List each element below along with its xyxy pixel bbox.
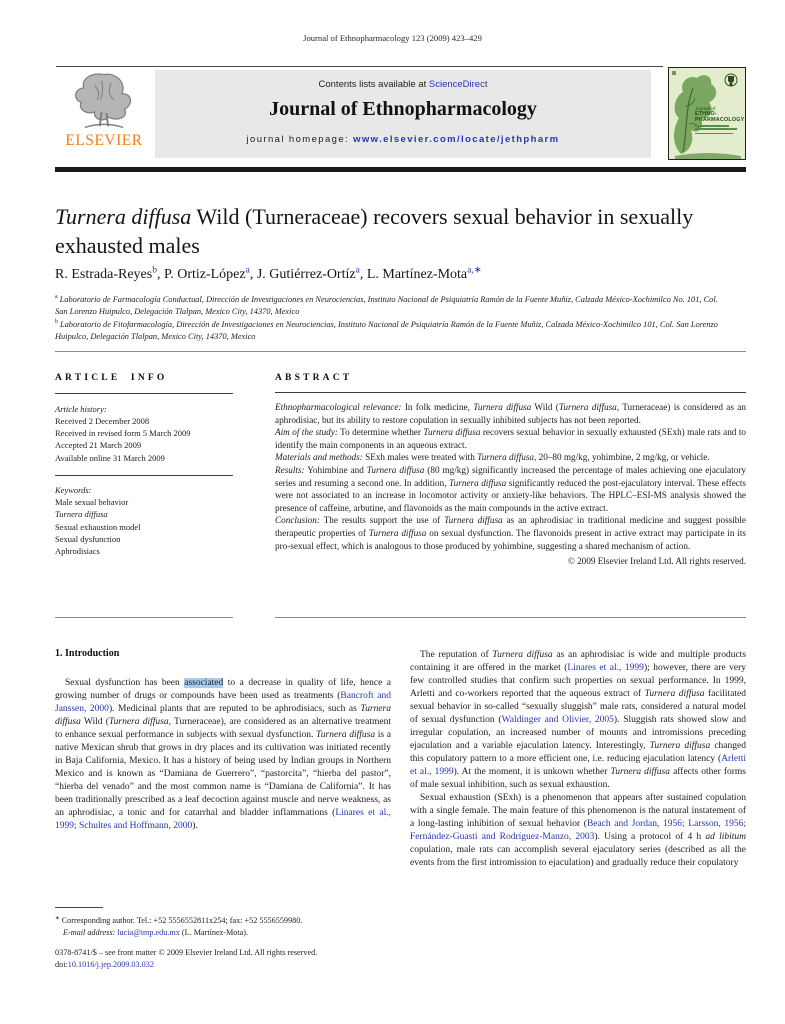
text-segment: Contents lists available at: [318, 79, 429, 90]
history-item: Received 2 December 2008: [55, 415, 150, 426]
text-segment: to a decrease in quality of life, hence a growing number of drugs or compounds have been used as treatments (: [55, 678, 391, 701]
corresponding-author-note: [55, 915, 395, 927]
italic-text: Turnera diffusa: [449, 477, 507, 488]
abstract-column-bottom-rule: [275, 617, 746, 618]
article-title: [55, 203, 700, 260]
affiliation-a: [55, 294, 720, 319]
cover-line-pharmacology: PHARMACOLOGY: [695, 117, 745, 124]
italic-text: Turnera diffusa: [55, 509, 108, 520]
link[interactable]: Waldinger and Olivier, 2005: [501, 715, 614, 725]
article-info-column: [55, 372, 233, 557]
text-segment: , 20–80 mg/kg, yohimbine, 2 mg/kg, or vehicle.: [534, 452, 710, 463]
text-segment: ). At the moment, it is unkown whether: [453, 767, 611, 777]
text-segment: , P. Ortiz-López: [156, 267, 246, 282]
text-segment: affects other forms of male sexual inhibition, such as sexual exhaustion.: [410, 767, 747, 790]
body-paragraph: [410, 649, 746, 792]
text-segment: Yohimbine and: [304, 464, 367, 475]
text-segment: Aphrodisiacs: [55, 546, 100, 557]
cover-decorative-bar: [695, 128, 737, 129]
text-segment: , J. Gutiérrez-Ortíz: [249, 267, 356, 282]
text-segment: SExh males were treated with: [362, 452, 478, 463]
text-segment: recovers sexual behavior in sexually exhausted (SExh) male rats and to identify the main components in an aqueous extract.: [275, 427, 746, 450]
italic-text: Turnera diffusa: [55, 204, 192, 229]
text-segment: , Turneraceae), are considered as an alternative treatment to enhance sexual performance in subjects with sexual dysfunction.: [55, 717, 391, 740]
text-segment: facilitated sexual behavior in so-called “sexually sluggish” male rats, considered a natural model of sexual dysfunction (: [410, 689, 746, 725]
text-segment: Wild (: [80, 717, 109, 727]
abstract-body: [275, 401, 746, 568]
superscript: ∗: [55, 915, 60, 922]
text-segment: on sexual dysfunction. The flavonoids present in active extract may participate in its pro-sexual effect, which is analogous to those produced by yohimbine, suggesting a shared mechanism of action.: [275, 527, 746, 551]
elsevier-tree-icon: [67, 71, 141, 131]
text-segment: ). Sluggish rats showed slow and irregular copulation, an increased number of mounts and intromissions preceding ejaculation and a variable ejaculation latency. Interestingly,: [410, 715, 747, 751]
text-segment: ). Using a protocol of 4 h: [594, 832, 706, 842]
text-segment: , Turneraceae) is considered as an aphrodisiac, but its ability to restore copulation in sexually inhibited subjects has not been reported.: [275, 402, 746, 425]
masthead-black-bar: [55, 167, 746, 172]
text-segment: copulation, male rats can accomplish several ejaculatory series (described as all the events from the first intromission to ejaculation) and gradually reduce their copulatory: [410, 845, 746, 868]
text-segment: is a native Mexican shrub that grows in dry places and its cultivation was initiated recently in Baja California, Mexico. It has a history of being used by Indian groups in Northern Mexico and is known as “Damiana de Guerrero”, “pastorcita”, “hierba del pastor”, “hierba del venado” and the most common name is “Damiana de California”. It has been traditionally prescribed as a leaf decoction against muscle and nerve weakness, as an aphrodisiac, a tonic and for catarrhal and bladder inflammations (: [55, 730, 391, 818]
italic-text: Results:: [275, 464, 305, 475]
text-segment: significantly reduced the post-ejaculatory interval. These effects were not associated to an increase in locomotor activity or anxiety-like behaviors. The HPLC–ESI-MS analysis showed the presence of caffeine, arbutine, and flavonoids as the main compounds in the active extract.: [275, 477, 746, 513]
cover-decorative-bar: [695, 125, 729, 126]
article-history: [55, 403, 233, 464]
link[interactable]: Bancroft and Janssen, 2000: [55, 691, 391, 714]
journal-cover-thumbnail[interactable]: [668, 67, 746, 160]
text-segment: (80 mg/kg) significantly increased the percentage of males achieving one ejaculatory series and resuming a second one. In addition,: [275, 464, 746, 488]
italic-text: Turnera diffusa: [108, 717, 169, 727]
italic-text: Materials and methods:: [275, 452, 363, 463]
link[interactable]: 10.1016/j.jep.2009.03.032: [67, 959, 154, 969]
text-segment: changed this copulatory pattern to a more efficient one, i.e. reducing ejaculation latency (: [410, 741, 746, 764]
text-segment: Sexual exhaustion (SExh) is a phenomenon that appears after sustained copulation with a single female. The main feature of this phenomenon is the natural instatement of a long-lasting inhibition of sexual behavior (: [410, 793, 746, 829]
header-citation: Journal of Ethnopharmacology 123 (2009) 423–429: [303, 33, 482, 43]
publisher-info: [55, 947, 395, 970]
masthead-top-rule: [56, 66, 663, 67]
superscript: b: [55, 319, 58, 326]
italic-text: Laboratorio de Farmacología Conductual, Dirección de Investigaciones en Neurociencias, Instituto Nacional de Psiquiatría Ramón de la Fuente Muñiz, Calzada México-Xochimilco No. 101, Col. San Lorenzo Huipulco, Delegación Tlalpan, Mexico City, 14370, Mexico: [55, 295, 718, 317]
text-segment: Sexual exhaustion model: [55, 521, 141, 532]
italic-text: E-mail address:: [63, 927, 118, 937]
abstract-column: [275, 372, 746, 568]
italic-text: Ethnopharmacological relevance:: [275, 402, 402, 412]
text-segment: Sexual dysfunction: [55, 533, 121, 544]
doi-line: [55, 959, 395, 971]
italic-text: Turnera diffusa: [368, 527, 427, 538]
cover-line-journal-of: Journal of: [695, 106, 716, 111]
journal-homepage-line: [155, 134, 651, 145]
italic-text: Turnera diffusa: [558, 402, 617, 412]
italic-text: Turnera diffusa: [492, 650, 553, 660]
link[interactable]: lucia@imp.edu.mx: [117, 927, 180, 937]
text-segment: ); however, there are very few controlled studies that confirm such properties on sexual performance. In 1999, Arletti and co-workers reported that the aqueous extract of: [410, 663, 746, 699]
issn-line: 0378-8741/$ – see front matter © 2009 Elsevier Ireland Ltd. All rights reserved.: [55, 948, 318, 958]
text-segment: R. Estrada-Reyes: [55, 267, 153, 282]
link[interactable]: www.elsevier.com/locate/jethpharm: [353, 134, 560, 145]
history-item: Available online 31 March 2009: [55, 452, 165, 463]
history-item: Accepted 21 March 2009: [55, 440, 142, 451]
history-item: Received in revised form 5 March 2009: [55, 428, 191, 439]
elsevier-logo[interactable]: [56, 71, 152, 157]
keyword-item: [55, 496, 233, 508]
italic-text: Aim of the study:: [275, 427, 338, 438]
text-segment: Sexual dysfunction has been: [65, 678, 185, 688]
italic-text: Turnera diffusa: [477, 452, 535, 463]
article-history-label: Article history:: [55, 403, 107, 414]
abstract-paragraph: [275, 401, 746, 426]
body-paragraph: [55, 677, 391, 833]
superscript-link[interactable]: a: [245, 265, 250, 276]
italic-text: Turnera diffusa: [55, 704, 391, 727]
text-segment: ).: [192, 821, 198, 831]
body-paragraph: [410, 792, 746, 870]
elsevier-wordmark: ELSEVIER: [65, 132, 143, 149]
text-segment: doi:: [55, 959, 68, 969]
text-segment: The reputation of: [420, 650, 493, 660]
masthead-box: [155, 70, 651, 158]
footnote-rule: [55, 907, 103, 908]
italic-text: ad libitum: [705, 832, 747, 842]
superscript-link[interactable]: a,∗: [467, 265, 482, 276]
cover-line-ethno: ETHNO-: [695, 111, 717, 118]
abstract-paragraph: [275, 426, 746, 451]
text-segment: The results support the use of: [319, 515, 445, 526]
body-left-column: [55, 677, 391, 833]
keywords-block: [55, 475, 233, 557]
text-segment: To determine whether: [337, 427, 424, 438]
link[interactable]: Arletti et al., 1999: [410, 754, 746, 777]
italic-text: Conclusion:: [275, 515, 320, 526]
link[interactable]: Beach and Jordan, 1956; Larsson, 1956; Fernández-Guasti and Rodríguez-Manzo, 2003: [410, 819, 746, 842]
italic-text: Laboratorio de Fitofarmacología, Dirección de Investigaciones en Neurociencias, Instituto Nacional de Psiquiatría Ramón de la Fuente Muñiz, Calzada México-Xochimilco 101, Col. San Lorenzo Huipulco, Delegación Tlalpan, Mexico City, 14370, Mexico: [55, 319, 718, 342]
italic-text: Turnera diffusa: [649, 741, 711, 751]
abstract-paragraph: [275, 451, 746, 464]
copyright-line: © 2009 Elsevier Ireland Ltd. All rights reserved.: [567, 556, 746, 567]
keyword-item: [55, 533, 233, 545]
superscript-link[interactable]: b: [152, 265, 157, 276]
text-segment: ). Medicinal plants that are reputed to be aphrodisiacs, such as: [108, 704, 361, 714]
highlighted-text: associated: [184, 678, 224, 688]
link[interactable]: Linares et al., 1999: [567, 663, 644, 673]
keyword-item: [55, 508, 233, 520]
italic-text: Turnera diffusa: [444, 515, 503, 526]
footnote-block: [55, 915, 395, 971]
author-list: [55, 267, 715, 283]
abstract-heading: ABSTRACT: [275, 372, 746, 393]
italic-text: Turnera diffusa: [366, 464, 425, 475]
cover-decorative-bar: [695, 133, 733, 134]
text-segment: Male sexual behavior: [55, 497, 129, 508]
text-segment: journal homepage:: [246, 134, 354, 145]
section-heading-introduction: 1. Introduction: [55, 648, 120, 659]
title-block-divider: [55, 351, 746, 352]
text-segment: Wild (Turneraceae) recovers sexual behavior in sexually exhausted males: [55, 204, 694, 258]
link[interactable]: Linares et al., 1999; Schultes and Hoffmann, 2000: [55, 808, 392, 831]
italic-text: Turnera diffusa: [610, 767, 671, 777]
abstract-paragraph: [275, 514, 746, 552]
keyword-item: [55, 545, 233, 557]
italic-text: Turnera diffusa: [423, 427, 481, 438]
text-segment: Wild (: [531, 402, 559, 412]
italic-text: Turnera diffusa: [644, 689, 705, 699]
article-info-heading: ARTICLE INFO: [55, 372, 233, 394]
text-segment: (L. Martínez-Mota).: [179, 927, 249, 937]
italic-text: Turnera diffusa: [473, 402, 532, 412]
info-column-bottom-rule: [55, 617, 233, 618]
cover-title-text: [695, 106, 744, 134]
email-line: [55, 927, 395, 939]
superscript: a: [55, 294, 58, 301]
text-segment: as an aphrodisiac is wide and multiple products containing it are offered in the market (: [410, 650, 746, 673]
italic-text: Turnera diffusa: [315, 730, 376, 740]
keyword-item: [55, 521, 233, 533]
affiliation-b: [55, 319, 720, 344]
text-segment: In folk medicine,: [401, 402, 474, 412]
body-right-column: [410, 649, 746, 870]
text-segment: , L. Martínez-Mota: [359, 267, 468, 282]
superscript-link[interactable]: a: [355, 265, 360, 276]
affiliations: [55, 294, 720, 344]
journal-title: Journal of Ethnopharmacology: [269, 98, 537, 120]
text-segment: as an aphrodisiac in traditional medicine and suggest possible therapeutic properties of: [275, 515, 746, 538]
keywords-label: Keywords:: [55, 484, 92, 495]
contents-availability-line: [155, 70, 651, 90]
abstract-paragraph: [275, 464, 746, 514]
link[interactable]: ScienceDirect: [428, 79, 488, 90]
text-segment: Corresponding author. Tel.: +52 5556552811x254; fax: +52 5556559980.: [59, 916, 303, 925]
